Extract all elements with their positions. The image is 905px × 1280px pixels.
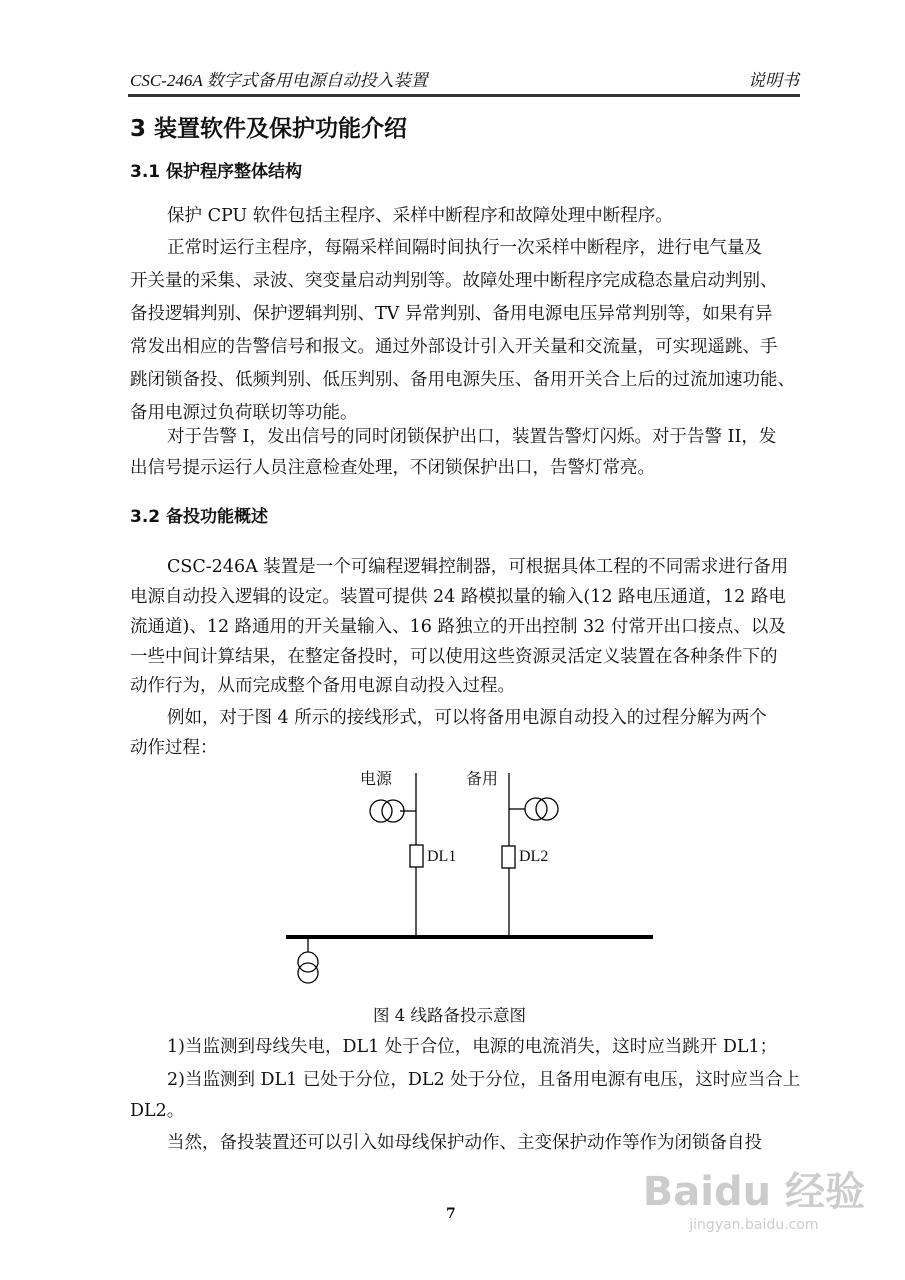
paragraph-line: 跳闭锁备投、低频判别、低压判别、备用电源失压、备用开关合上后的过流加速功能、 bbox=[130, 370, 795, 390]
subsection-title-3-2: 3.2 备投功能概述 bbox=[130, 507, 269, 527]
paragraph-line: 2)当监测到 DL1 已处于分位，DL2 处于分位，且备用电源有电压，这时应当合上 bbox=[167, 1070, 801, 1090]
subsection-title-3-1: 3.1 保护程序整体结构 bbox=[130, 162, 303, 182]
paragraph-line: 出信号提示运行人员注意检查处理，不闭锁保护出口，告警灯常亮。 bbox=[130, 458, 655, 478]
paragraph-line: DL2。 bbox=[130, 1101, 185, 1121]
label-dl2: DL2 bbox=[519, 848, 549, 865]
baidu-watermark bbox=[643, 1160, 865, 1233]
breaker-dl2 bbox=[502, 846, 515, 868]
transformer-icon bbox=[370, 800, 392, 822]
breaker-dl1 bbox=[410, 845, 423, 867]
paragraph-line: 1)当监测到母线失电，DL1 处于合位，电源的电流消失，这时应当跳开 DL1； bbox=[167, 1037, 778, 1057]
watermark-logo: Baidu 经验 bbox=[642, 1169, 865, 1215]
paragraph-line: 例如，对于图 4 所示的接线形式，可以将备用电源自动投入的过程分解为两个 bbox=[167, 708, 767, 728]
watermark-url: jingyan.baidu.com bbox=[689, 1217, 819, 1233]
paragraph-line: 常发出相应的告警信号和报文。通过外部设计引入开关量和交流量，可实现遥跳、手 bbox=[130, 337, 778, 357]
label-dl1: DL1 bbox=[427, 848, 457, 865]
paragraph-line: 流通道)、12 路通用的开关量输入、16 路独立的开出控制 32 付常开出口接点、以及 bbox=[130, 617, 786, 637]
paragraph-line: 动作过程： bbox=[130, 738, 218, 758]
header-title: CSC-246A 数字式备用电源自动投入装置 bbox=[130, 71, 428, 90]
paragraph-line: 开关量的采集、录波、突变量启动判别等。故障处理中断程序完成稳态量启动判别、 bbox=[130, 271, 778, 291]
label-backup: 备用 bbox=[466, 769, 499, 788]
header-right: 说明书 bbox=[748, 71, 799, 90]
paragraph-line: 保护 CPU 软件包括主程序、采样中断程序和故障处理中断程序。 bbox=[167, 206, 673, 226]
page-number: 7 bbox=[446, 1206, 456, 1222]
paragraph-line: 动作行为，从而完成整个备用电源自动投入过程。 bbox=[130, 676, 515, 696]
section-title: 3 装置软件及保护功能介绍 bbox=[130, 116, 408, 142]
paragraph-line: 正常时运行主程序，每隔采样间隔时间执行一次采样中断程序，进行电气量及 bbox=[167, 238, 762, 258]
paragraph-line: 一些中间计算结果，在整定备投时，可以使用这些资源灵活定义装置在各种条件下的 bbox=[130, 647, 778, 667]
paragraph-line: CSC-246A 装置是一个可编程逻辑控制器，可根据具体工程的不同需求进行备用 bbox=[167, 557, 789, 577]
paragraph-line: 当然，备投装置还可以引入如母线保护动作、主变保护动作等作为闭锁备自投 bbox=[167, 1133, 762, 1153]
figure-caption: 图 4 线路备投示意图 bbox=[373, 1006, 526, 1025]
paragraph-line: 对于告警 I，发出信号的同时闭锁保护出口，装置告警灯闪烁。对于告警 II，发 bbox=[167, 427, 777, 447]
label-source: 电源 bbox=[360, 769, 393, 788]
transformer-icon bbox=[298, 952, 318, 972]
paragraph-line: 备投逻辑判别、保护逻辑判别、TV 异常判别、备用电源电压异常判别等，如果有异 bbox=[130, 304, 773, 324]
paragraph-line: 电源自动投入逻辑的设定。装置可提供 24 路模拟量的输入(12 路电压通道，12 路电 bbox=[130, 587, 786, 607]
paragraph-line: 备用电源过负荷联切等功能。 bbox=[130, 403, 358, 423]
